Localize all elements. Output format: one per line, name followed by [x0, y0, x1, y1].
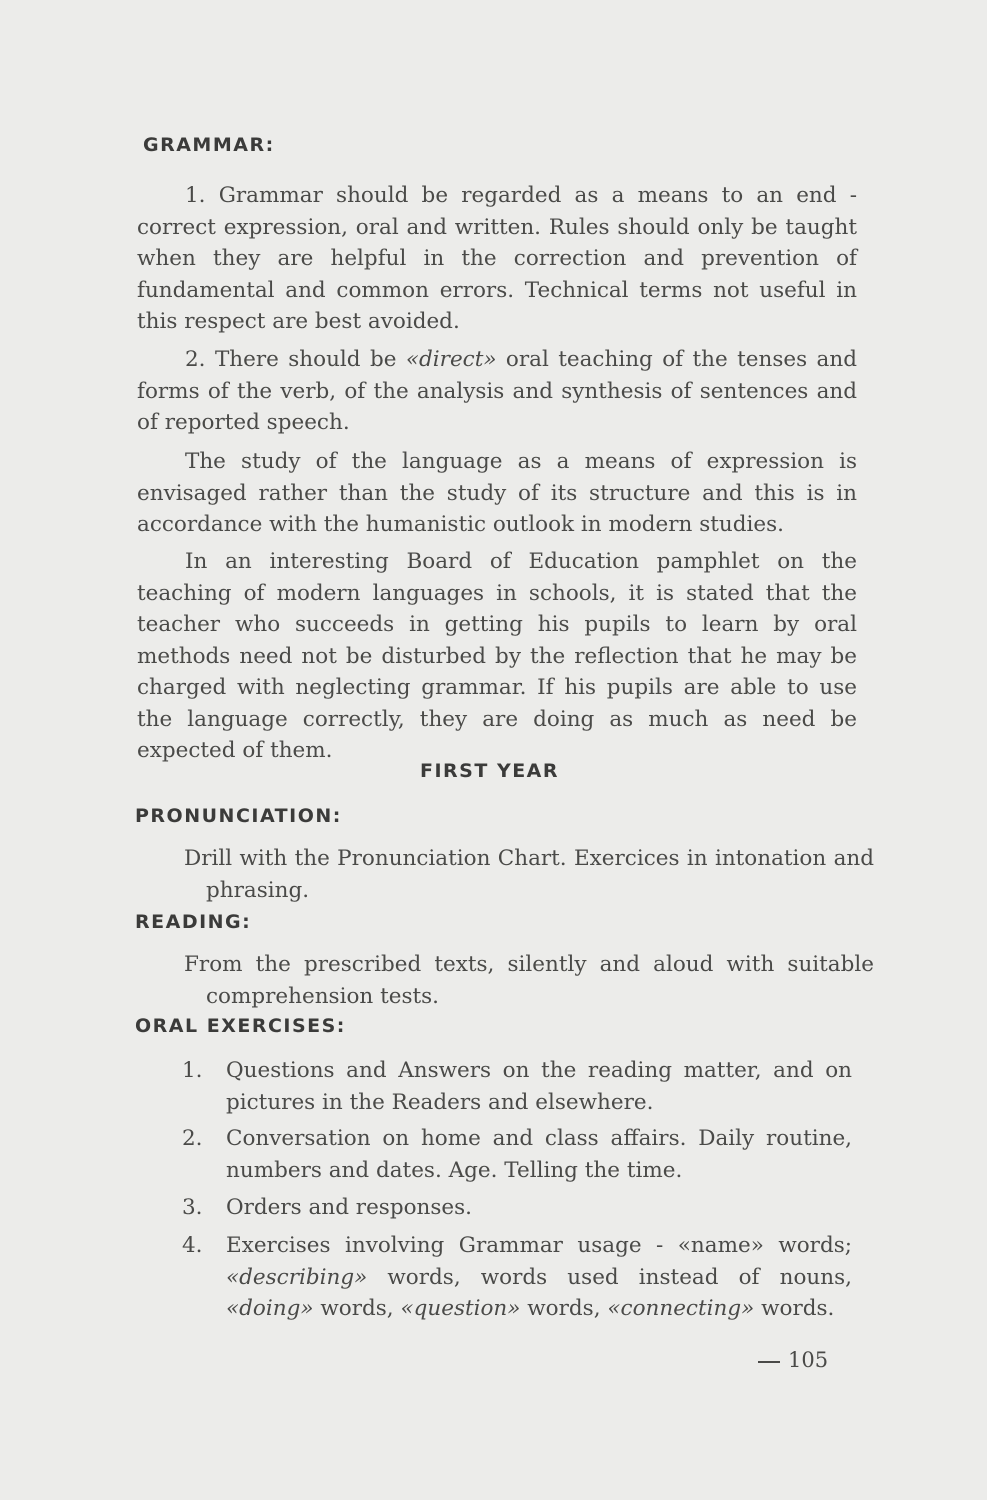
grammar-point-2-text-a: There should be [214, 347, 406, 372]
pronunciation-heading: PRONUNCIATION: [135, 805, 342, 827]
grammar-paragraph-study: The study of the language as a means of expression is envisaged rather than the study of its structure and this is in accordance with the humanistic outlook in modern studies. [137, 449, 857, 537]
oral-exercise-4-question: «question» [400, 1296, 521, 1321]
oral-exercise-4-describing: «describing» [226, 1264, 368, 1290]
pronunciation-text: Drill with the Pronunciation Chart. Exercices in intonation and phrasing. [184, 846, 874, 903]
oral-exercise-item-2 [182, 1123, 852, 1186]
grammar-point-1-number: 1. [185, 183, 206, 208]
oral-exercise-number: 2. [182, 1126, 203, 1151]
oral-exercise-text: Questions and Answers on the reading matter, and on pictures in the Readers and elsewhere. [226, 1058, 852, 1115]
oral-exercise-number: 3. [182, 1195, 203, 1220]
oral-exercise-text: Orders and responses. [226, 1195, 473, 1220]
oral-exercise-4-doing: «doing» [226, 1296, 314, 1321]
oral-exercises-heading: ORAL EXERCISES: [135, 1015, 346, 1037]
grammar-point-1-text: Grammar should be regarded as a means to an end - correct expression, oral and written. Rules should only be taught when they are helpful in the correction and prevention of fundamental and common errors. Technical terms not useful in this respect are best avoided. [137, 183, 857, 334]
grammar-point-2-text-b: oral teaching of the tenses and forms of the verb, of the analysis and synthesis of sentences and of reported speech. [137, 347, 857, 435]
oral-exercise-item-1 [182, 1055, 852, 1118]
grammar-paragraph-pamphlet: In an interesting Board of Education pamphlet on the teaching of modern languages in schools, it is stated that the teacher who succeeds in getting his pupils to learn by oral methods need not be disturbed by the reflection that he may be charged with neglecting grammar. If his pupils are able to use the language correctly, they are doing as much as need be expected of them. [137, 549, 857, 763]
oral-exercise-4-part-1: Exercises involving Grammar usage - «name» words; [226, 1233, 852, 1258]
oral-exercise-4-part-2: words, words used instead of nouns, [367, 1264, 852, 1290]
page-number [758, 1348, 828, 1372]
oral-exercise-4-part-4: words, [520, 1296, 608, 1321]
grammar-point-2-emphasis: «direct» [405, 347, 497, 372]
oral-exercise-number: 1. [182, 1058, 203, 1083]
oral-exercise-text: Conversation on home and class affairs. Daily routine, numbers and dates. Age. Telling the time. [226, 1126, 852, 1183]
grammar-point-2 [137, 344, 857, 439]
reading-text: From the prescribed texts, silently and aloud with suitable comprehension tests. [184, 952, 874, 1009]
oral-exercise-4-connecting: «connecting» [607, 1296, 755, 1321]
grammar-point-1 [137, 180, 857, 338]
page-number-dash [758, 1361, 780, 1363]
grammar-point-2-number: 2. [185, 347, 206, 372]
grammar-heading: GRAMMAR: [143, 134, 275, 156]
oral-exercise-item-4 [182, 1230, 852, 1325]
oral-exercise-item-3 [182, 1192, 852, 1224]
first-year-title: FIRST YEAR [420, 760, 560, 782]
page-number-value: 105 [788, 1348, 829, 1372]
reading-heading: READING: [135, 911, 252, 933]
oral-exercise-number: 4. [182, 1233, 203, 1258]
oral-exercise-4-part-5: words. [754, 1296, 835, 1321]
oral-exercise-text [226, 1230, 852, 1325]
oral-exercise-4-part-3: words, [313, 1296, 401, 1321]
